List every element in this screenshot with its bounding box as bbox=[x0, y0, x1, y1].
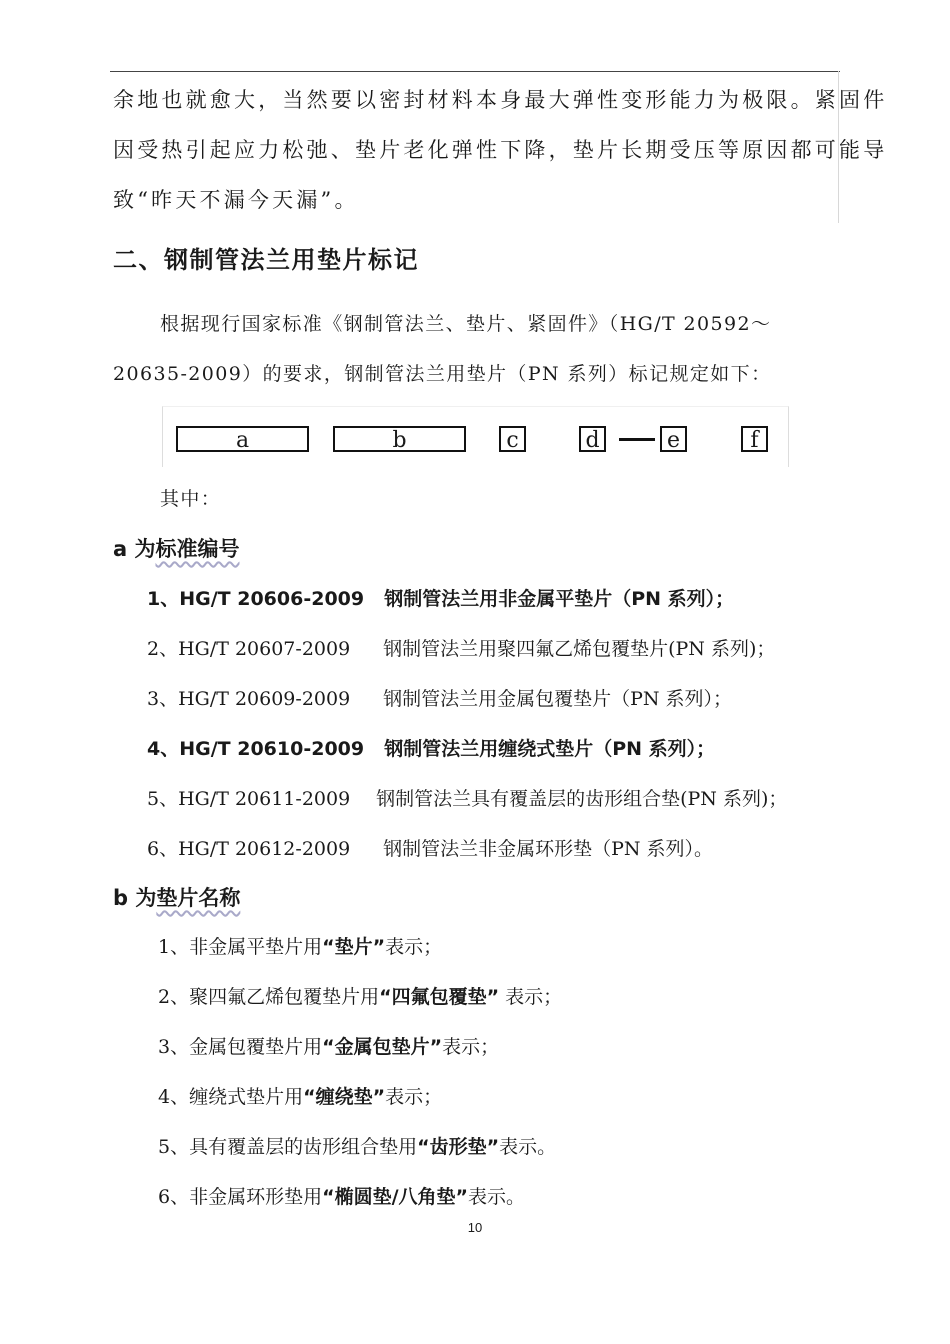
marking-box-e: e bbox=[660, 426, 687, 452]
marking-box-c: c bbox=[499, 426, 526, 452]
section-heading: 二、钢制管法兰用垫片标记 bbox=[113, 246, 419, 274]
marking-box-f: f bbox=[741, 426, 768, 452]
marking-box-d: d bbox=[579, 426, 606, 452]
where-label: 其中： bbox=[160, 488, 222, 510]
page-number: 10 bbox=[467, 1220, 483, 1235]
header-rule bbox=[110, 71, 840, 72]
gasket-name-item: 1、非金属平垫片用“垫片”表示； bbox=[158, 936, 443, 958]
standard-item: 2、HG/T 20607-2009 钢制管法兰用聚四氟乙烯包覆垫片(PN 系列)； bbox=[147, 638, 776, 660]
standard-item: 5、HG/T 20611-2009 钢制管法兰具有覆盖层的齿形组合垫(PN 系列)； bbox=[147, 788, 788, 810]
paragraph-line: 致“昨天不漏今天漏”。 bbox=[113, 188, 359, 212]
gasket-name-item: 5、具有覆盖层的齿形组合垫用“齿形垫”表示。 bbox=[158, 1136, 557, 1158]
section-a-heading: a 为标准编号 bbox=[113, 537, 240, 561]
gasket-name-item: 6、非金属环形垫用“椭圆垫/八角垫”表示。 bbox=[158, 1186, 526, 1208]
marking-box-a: a bbox=[176, 426, 309, 452]
gasket-name-item: 2、聚四氟乙烯包覆垫片用“四氟包覆垫” 表示； bbox=[158, 986, 563, 1008]
marking-dash bbox=[619, 438, 655, 441]
intro-line: 根据现行国家标准《钢制管法兰、垫片、紧固件》（HG/T 20592～ bbox=[160, 313, 772, 335]
gasket-name-item: 4、缠绕式垫片用“缠绕垫”表示； bbox=[158, 1086, 443, 1108]
intro-line: 20635-2009）的要求，钢制管法兰用垫片（PN 系列）标记规定如下： bbox=[113, 363, 772, 385]
paragraph-line: 因受热引起应力松弛、垫片老化弹性下降，垫片长期受压等原因都可能导 bbox=[113, 138, 888, 162]
standard-item: 3、HG/T 20609-2009 钢制管法兰用金属包覆垫片（PN 系列）； bbox=[147, 688, 733, 710]
gasket-name-item: 3、金属包覆垫片用“金属包垫片”表示； bbox=[158, 1036, 500, 1058]
standard-item: 1、HG/T 20606-2009 钢制管法兰用非金属平垫片（PN 系列）； bbox=[147, 588, 735, 610]
section-b-heading: b 为垫片名称 bbox=[113, 886, 241, 910]
standard-item: 4、HG/T 20610-2009 钢制管法兰用缠绕式垫片（PN 系列）； bbox=[147, 738, 716, 760]
standard-item: 6、HG/T 20612-2009 钢制管法兰非金属环形垫（PN 系列）。 bbox=[147, 838, 714, 860]
marking-diagram bbox=[162, 406, 789, 467]
marking-box-b: b bbox=[333, 426, 466, 452]
paragraph-line: 余地也就愈大，当然要以密封材料本身最大弹性变形能力为极限。紧固件 bbox=[113, 88, 888, 112]
